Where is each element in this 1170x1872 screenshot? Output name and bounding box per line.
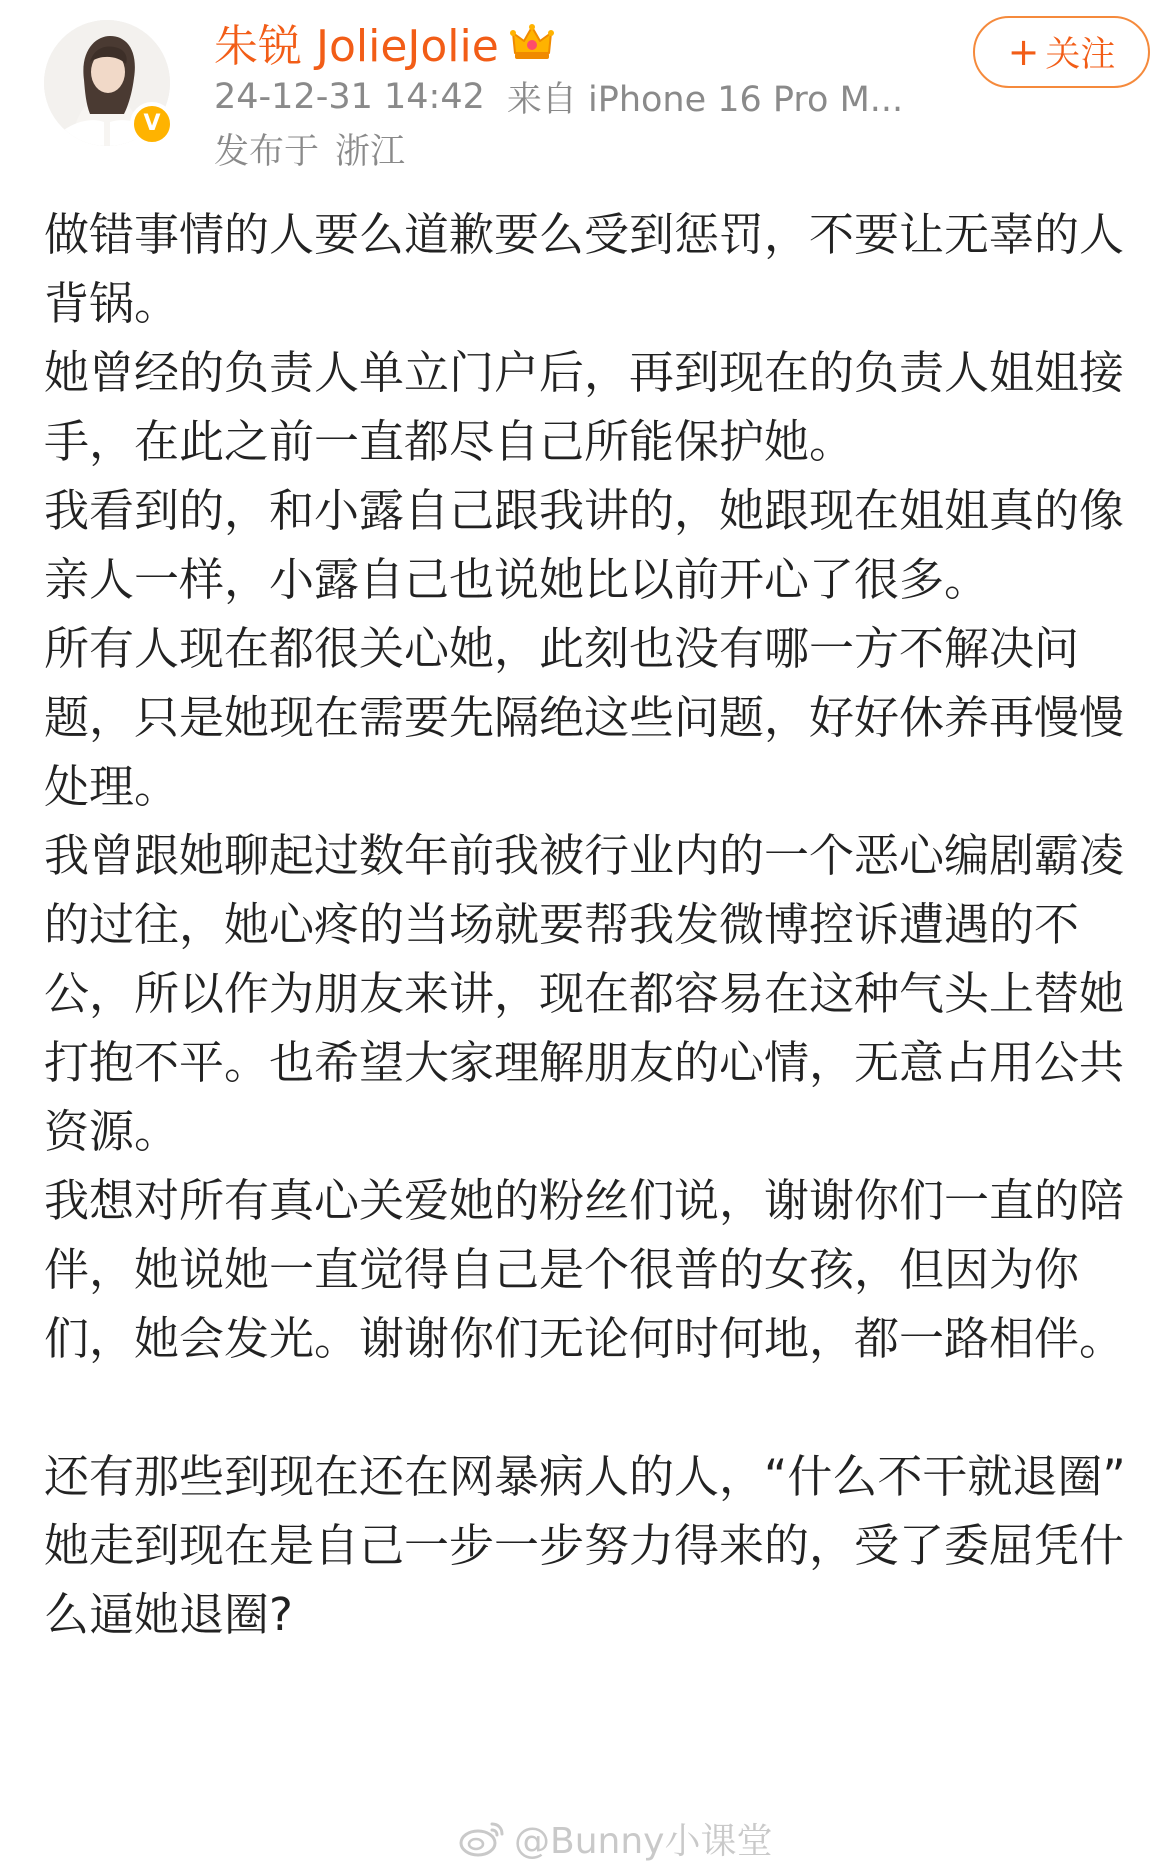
post-header: [0, 0, 1170, 190]
weibo-logo-icon: [458, 1818, 506, 1858]
plus-icon: +: [1007, 30, 1040, 74]
watermark: [458, 1812, 772, 1864]
post-paragraph: 她曾经的负责人单立门户后，再到现在的负责人姐姐接手，在此之前一直都尽自己所能保护她。: [44, 346, 1125, 468]
user-name-row: [214, 10, 555, 74]
post-paragraph: 做错事情的人要么道歉要么受到惩罚，不要让无辜的人背锅。: [44, 208, 1125, 330]
post-location: [214, 122, 405, 176]
post-paragraph: 我看到的，和小露自己跟我讲的，她跟现在姐姐真的像亲人一样，小露自己也说她比以前开心了很多。: [44, 484, 1125, 606]
location-value: 浙江: [335, 132, 406, 172]
follow-button[interactable]: [973, 16, 1150, 88]
post-paragraph: 她走到现在是自己一步一步努力得来的，受了委屈凭什么逼她退圈?: [44, 1519, 1125, 1641]
follow-button-label: 关注: [1045, 35, 1116, 75]
paragraph-spacer: [44, 1373, 1134, 1442]
crown-icon[interactable]: [509, 19, 555, 65]
watermark-text: @Bunny小课堂: [514, 1820, 773, 1862]
verified-v-icon: V: [130, 102, 174, 146]
post-meta: [214, 70, 903, 124]
post-paragraph: 所有人现在都很关心她，此刻也没有哪一方不解决问题，只是她现在需要先隔绝这些问题，好好休养再慢慢处理。: [44, 622, 1125, 813]
post-timestamp: 24-12-31 14:42: [214, 77, 485, 117]
post-paragraph: 我曾跟她聊起过数年前我被行业内的一个恶心编剧霸凌的过往，她心疼的当场就要帮我发微博控诉遭遇的不公，所以作为朋友来讲，现在都容易在这种气头上替她打抱不平。也希望大家理解朋友的心情，无意占用公共资源。: [44, 829, 1125, 1158]
post-paragraph: 还有那些到现在还在网暴病人的人，“什么不干就退圈”: [44, 1450, 1126, 1503]
location-label: 发布于: [214, 132, 320, 172]
avatar-container[interactable]: [44, 20, 170, 146]
post-body: [44, 200, 1134, 1649]
post-paragraph: 我想对所有真心关爱她的粉丝们说，谢谢你们一直的陪伴，她说她一直觉得自己是个很普的女孩，但因为你们，她会发光。谢谢你们无论何时何地，都一路相伴。: [44, 1174, 1125, 1365]
post-source: 来自 iPhone 16 Pro M...: [506, 80, 904, 120]
user-name[interactable]: 朱锐 JolieJolie: [214, 21, 499, 72]
